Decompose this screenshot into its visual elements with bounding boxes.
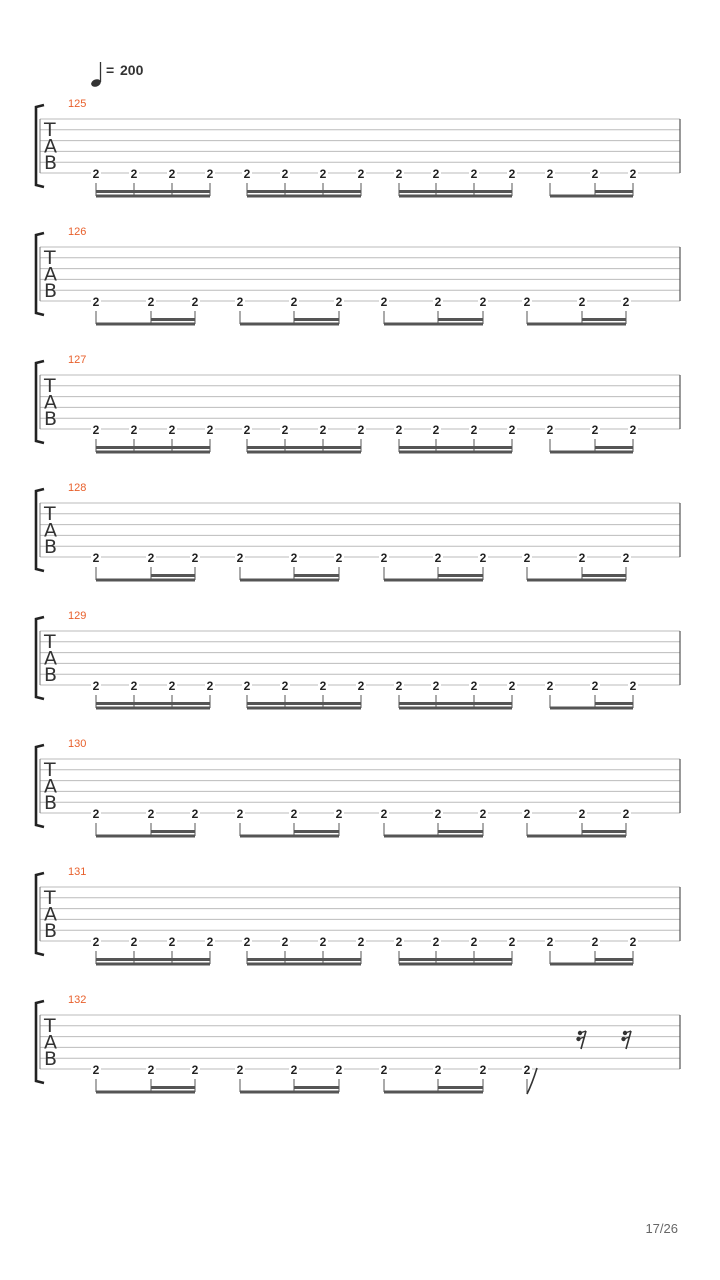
fret-number: 2: [206, 935, 214, 949]
fret-number: 2: [479, 295, 487, 309]
fret-number: 2: [508, 935, 516, 949]
beam-primary: [96, 195, 210, 198]
measure-number: 129: [68, 610, 87, 622]
beam-secondary: [96, 190, 210, 193]
tab-system: [36, 482, 680, 582]
tab-clef-letter: A: [44, 1031, 57, 1054]
tab-clef-letter: B: [44, 152, 58, 174]
fret-number: 2: [168, 423, 176, 437]
fret-number: 2: [319, 423, 327, 437]
fret-number: 2: [92, 167, 100, 181]
fret-number: 2: [508, 679, 516, 693]
beam-secondary: [595, 190, 633, 193]
fret-number: 2: [591, 167, 599, 181]
measure-number: 125: [68, 98, 87, 110]
fret-number: 2: [622, 551, 630, 565]
beam-secondary: [151, 830, 195, 833]
fret-number: 2: [335, 1063, 343, 1077]
fret-number: 2: [130, 679, 138, 693]
beam-secondary: [582, 318, 626, 321]
beam-secondary: [247, 702, 361, 705]
beam-secondary: [294, 1086, 339, 1089]
fret-number: 2: [629, 935, 637, 949]
fret-number: 2: [191, 295, 199, 309]
fret-number: 2: [92, 423, 100, 437]
tab-system: [36, 98, 680, 198]
beam-secondary: [247, 958, 361, 961]
fret-number: 2: [357, 423, 365, 437]
fret-number: 2: [147, 1063, 155, 1077]
beam-primary: [527, 835, 626, 838]
fret-number: 2: [380, 1063, 388, 1077]
beam-secondary: [294, 574, 339, 577]
fret-number: 2: [335, 807, 343, 821]
fret-number: 2: [319, 167, 327, 181]
beam-primary: [550, 451, 633, 454]
beam-secondary: [294, 830, 339, 833]
fret-number: 2: [236, 295, 244, 309]
beam-primary: [96, 707, 210, 710]
beam-secondary: [151, 1086, 195, 1089]
fret-number: 2: [629, 679, 637, 693]
beam-primary: [240, 835, 339, 838]
fret-number: 2: [206, 679, 214, 693]
beam-secondary: [151, 574, 195, 577]
tab-clef-letter: T: [44, 759, 56, 781]
fret-number: 2: [243, 935, 251, 949]
beam-primary: [96, 835, 195, 838]
beam-secondary: [399, 190, 512, 193]
fret-number: 2: [290, 1063, 298, 1077]
beam-secondary: [399, 446, 512, 449]
fret-number: 2: [578, 551, 586, 565]
tab-clef-letter: A: [44, 519, 57, 542]
tab-clef-letter: T: [44, 631, 56, 653]
fret-number: 2: [622, 295, 630, 309]
tab-system: [36, 226, 680, 326]
fret-number: 2: [395, 935, 403, 949]
fret-number: 2: [92, 935, 100, 949]
measure-number: 131: [68, 866, 87, 878]
beam-primary: [527, 323, 626, 326]
fret-number: 2: [335, 295, 343, 309]
fret-number: 2: [380, 295, 388, 309]
fret-number: 2: [434, 551, 442, 565]
measure-number: 130: [68, 738, 87, 750]
beam-secondary: [294, 318, 339, 321]
beam-secondary: [595, 702, 633, 705]
fret-number: 2: [191, 807, 199, 821]
beam-secondary: [247, 190, 361, 193]
beam-secondary: [96, 446, 210, 449]
fret-number: 2: [479, 807, 487, 821]
measure-number: 127: [68, 354, 87, 366]
beam-primary: [550, 707, 633, 710]
fret-number: 2: [130, 167, 138, 181]
fret-number: 2: [191, 1063, 199, 1077]
fret-number: 2: [290, 295, 298, 309]
fret-number: 2: [357, 167, 365, 181]
beam-primary: [247, 451, 361, 454]
beam-secondary: [582, 830, 626, 833]
fret-number: 2: [578, 295, 586, 309]
beam-secondary: [595, 446, 633, 449]
tab-system: [36, 610, 680, 710]
fret-number: 2: [395, 423, 403, 437]
fret-number: 2: [508, 167, 516, 181]
beam-primary: [96, 1091, 195, 1094]
fret-number: 2: [281, 423, 289, 437]
fret-number: 2: [92, 295, 100, 309]
fret-number: 2: [629, 423, 637, 437]
beam-primary: [384, 835, 483, 838]
fret-number: 2: [523, 295, 531, 309]
fret-number: 2: [546, 167, 554, 181]
beam-primary: [247, 963, 361, 966]
fret-number: 2: [281, 935, 289, 949]
sixteenth-rest-icon: [576, 1031, 586, 1049]
tempo-equals: =: [106, 62, 115, 78]
fret-number: 2: [432, 679, 440, 693]
fret-number: 2: [591, 423, 599, 437]
beam-secondary: [595, 958, 633, 961]
fret-number: 2: [290, 551, 298, 565]
tab-clef-letter: T: [44, 887, 56, 909]
measure-number: 126: [68, 226, 87, 238]
fret-number: 2: [243, 167, 251, 181]
tab-system: [36, 738, 680, 838]
fret-number: 2: [281, 679, 289, 693]
fret-number: 2: [523, 1063, 531, 1077]
fret-number: 2: [479, 1063, 487, 1077]
fret-number: 2: [432, 167, 440, 181]
sixteenth-rest-icon: [621, 1031, 631, 1049]
beam-primary: [550, 195, 633, 198]
beam-primary: [96, 579, 195, 582]
beam-primary: [240, 1091, 339, 1094]
fret-number: 2: [508, 423, 516, 437]
fret-number: 2: [206, 167, 214, 181]
tab-clef-letter: T: [44, 375, 56, 397]
fret-number: 2: [523, 551, 531, 565]
fret-number: 2: [546, 423, 554, 437]
fret-number: 2: [92, 807, 100, 821]
tab-clef-letter: T: [44, 247, 56, 269]
tab-clef-letter: A: [44, 647, 57, 670]
fret-number: 2: [168, 679, 176, 693]
beam-primary: [247, 195, 361, 198]
fret-number: 2: [434, 295, 442, 309]
tab-clef-letter: A: [44, 135, 57, 158]
tab-clef-letter: A: [44, 263, 57, 286]
fret-number: 2: [168, 935, 176, 949]
beam-secondary: [582, 574, 626, 577]
tab-clef-letter: B: [44, 1048, 58, 1070]
fret-number: 2: [206, 423, 214, 437]
tab-clef-letter: B: [44, 920, 58, 942]
fret-number: 2: [591, 935, 599, 949]
fret-number: 2: [130, 423, 138, 437]
tempo-bpm: 200: [120, 62, 144, 78]
beam-secondary: [151, 318, 195, 321]
beam-secondary: [399, 702, 512, 705]
beam-primary: [399, 451, 512, 454]
fret-number: 2: [319, 935, 327, 949]
fret-number: 2: [591, 679, 599, 693]
beam-secondary: [438, 1086, 483, 1089]
fret-number: 2: [380, 807, 388, 821]
beam-primary: [247, 707, 361, 710]
beam-secondary: [399, 958, 512, 961]
tab-system: [36, 354, 680, 454]
beam-secondary: [96, 702, 210, 705]
tab-clef-letter: B: [44, 664, 58, 686]
tab-clef-letter: A: [44, 391, 57, 414]
fret-number: 2: [236, 1063, 244, 1077]
tempo-marking: [90, 62, 144, 88]
fret-number: 2: [147, 551, 155, 565]
fret-number: 2: [243, 679, 251, 693]
tab-system: [36, 866, 680, 966]
beam-primary: [96, 323, 195, 326]
fret-number: 2: [479, 551, 487, 565]
beam-primary: [240, 579, 339, 582]
fret-number: 2: [243, 423, 251, 437]
beam-primary: [527, 579, 626, 582]
beam-primary: [399, 963, 512, 966]
tab-clef-letter: T: [44, 119, 56, 141]
tab-clef-letter: A: [44, 903, 57, 926]
fret-number: 2: [319, 679, 327, 693]
fret-number: 2: [432, 423, 440, 437]
fret-number: 2: [546, 679, 554, 693]
fret-number: 2: [622, 807, 630, 821]
fret-number: 2: [335, 551, 343, 565]
fret-number: 2: [92, 551, 100, 565]
tab-system: [36, 994, 680, 1094]
page-number: 17/26: [645, 1221, 678, 1236]
beam-primary: [384, 1091, 483, 1094]
fret-number: 2: [290, 807, 298, 821]
beam-primary: [399, 707, 512, 710]
fret-number: 2: [629, 167, 637, 181]
beam-secondary: [438, 574, 483, 577]
fret-number: 2: [434, 1063, 442, 1077]
fret-number: 2: [432, 935, 440, 949]
tab-clef-letter: T: [44, 503, 56, 525]
tab-clef-letter: B: [44, 280, 58, 302]
fret-number: 2: [395, 679, 403, 693]
fret-number: 2: [470, 935, 478, 949]
fret-number: 2: [523, 807, 531, 821]
fret-number: 2: [92, 1063, 100, 1077]
fret-number: 2: [380, 551, 388, 565]
tab-clef-letter: B: [44, 536, 58, 558]
fret-number: 2: [92, 679, 100, 693]
fret-number: 2: [357, 935, 365, 949]
beam-primary: [384, 323, 483, 326]
tab-clef-letter: T: [44, 1015, 56, 1037]
fret-number: 2: [546, 935, 554, 949]
fret-number: 2: [236, 807, 244, 821]
fret-number: 2: [395, 167, 403, 181]
fret-number: 2: [191, 551, 199, 565]
fret-number: 2: [578, 807, 586, 821]
beam-primary: [399, 195, 512, 198]
quarter-note-icon: [90, 62, 102, 88]
fret-number: 2: [236, 551, 244, 565]
beam-primary: [96, 451, 210, 454]
beam-secondary: [96, 958, 210, 961]
fret-number: 2: [470, 167, 478, 181]
beam-primary: [550, 963, 633, 966]
fret-number: 2: [147, 295, 155, 309]
fret-number: 2: [470, 423, 478, 437]
beam-secondary: [247, 446, 361, 449]
tab-clef-letter: B: [44, 792, 58, 814]
beam-secondary: [438, 318, 483, 321]
fret-number: 2: [147, 807, 155, 821]
measure-number: 128: [68, 482, 87, 494]
tab-clef-letter: B: [44, 408, 58, 430]
beam-primary: [384, 579, 483, 582]
fret-number: 2: [357, 679, 365, 693]
beam-primary: [240, 323, 339, 326]
fret-number: 2: [434, 807, 442, 821]
tab-clef-letter: A: [44, 775, 57, 798]
beam-secondary: [438, 830, 483, 833]
fret-number: 2: [130, 935, 138, 949]
measure-number: 132: [68, 994, 87, 1006]
fret-number: 2: [470, 679, 478, 693]
beam-primary: [96, 963, 210, 966]
fret-number: 2: [168, 167, 176, 181]
fret-number: 2: [281, 167, 289, 181]
